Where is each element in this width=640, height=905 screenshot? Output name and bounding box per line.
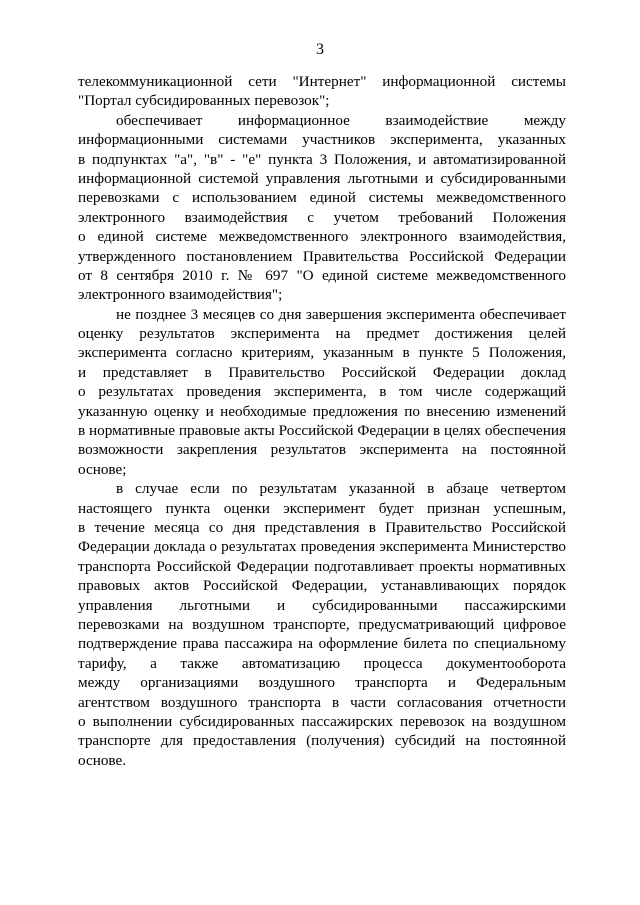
text-line: о выполнении субсидированных пассажирских перевозок на воздушном <box>78 712 566 730</box>
text-line: эксперимента согласно критериям, указанным в пункте 5 Положения, <box>78 344 566 362</box>
text-line: от 8 сентября 2010 г. № 697 "О единой системе межведомственного <box>78 266 566 284</box>
text-line: подтверждение права пассажира на оформление билета по специальному <box>78 635 566 653</box>
text-line: в случае если по результатам указанной в абзаце четвертом <box>116 480 566 498</box>
text-line: информационной системой управления льготными и субсидированными <box>78 169 566 187</box>
text-line: транспорта Российской Федерации подготавливает проекты нормативных <box>78 557 566 575</box>
text-line: перевозками на воздушном транспорте, предусматривающий цифровое <box>78 615 566 633</box>
document-body <box>78 72 566 770</box>
paragraph <box>78 111 566 305</box>
text-line: тарифу, а также автоматизацию процесса документооборота <box>78 654 566 672</box>
text-line: настоящего пункта оценки эксперимент будет признан успешным, <box>78 499 566 517</box>
text-line: телекоммуникационной сети "Интернет" информационной системы <box>78 73 566 90</box>
paragraph <box>78 305 566 480</box>
text-line: в течение месяца со дня представления в Правительство Российской <box>78 518 566 536</box>
text-line: возможности закрепления результатов эксперимента на постоянной <box>78 441 566 459</box>
text-line: транспорте для предоставления (получения) субсидий на постоянной <box>78 732 566 750</box>
text-line: о единой системе межведомственного электронного взаимодействия, <box>78 228 566 246</box>
text-line: в нормативные правовые акты Российской Федерации в целях обеспечения <box>78 422 566 440</box>
paragraph <box>78 72 566 111</box>
text-line: оценку результатов эксперимента на предмет достижения целей <box>78 325 566 343</box>
text-line: агентством воздушного транспорта в части согласования отчетности <box>78 693 566 711</box>
text-line: информационными системами участников эксперимента, указанных <box>78 131 566 149</box>
page-number: 3 <box>316 41 324 58</box>
text-line: Федерации доклада о результатах проведения эксперимента Министерство <box>78 538 566 556</box>
text-line: о результатах проведения эксперимента, в том числе содержащий <box>78 383 566 401</box>
text-line: электронного взаимодействия с учетом требований Положения <box>78 208 566 226</box>
text-line: основе. <box>78 751 127 769</box>
paragraph <box>78 479 566 770</box>
text-line: в подпунктах "а", "в" - "е" пункта 3 Положения, и автоматизированной <box>78 150 566 168</box>
text-line: основе; <box>78 460 127 478</box>
text-line: не позднее 3 месяцев со дня завершения эксперимента обеспечивает <box>116 305 566 323</box>
text-line: электронного взаимодействия"; <box>78 286 283 304</box>
text-line: утвержденного постановлением Правительства Российской Федерации <box>78 247 566 265</box>
text-line: правовых актов Российской Федерации, устанавливающих порядок <box>78 577 566 595</box>
text-line: указанную оценку и необходимые предложения по внесению изменений <box>78 402 566 420</box>
text-line: обеспечивает информационное взаимодействие между <box>116 111 566 129</box>
text-line: и представляет в Правительство Российской Федерации доклад <box>78 363 566 381</box>
text-line: между организациями воздушного транспорта и Федеральным <box>78 674 566 692</box>
text-line: перевозками с использованием единой системы межведомственного <box>78 189 566 207</box>
text-line: "Портал субсидированных перевозок"; <box>78 92 330 110</box>
text-line: управления льготными и субсидированными пассажирскими <box>78 596 566 614</box>
